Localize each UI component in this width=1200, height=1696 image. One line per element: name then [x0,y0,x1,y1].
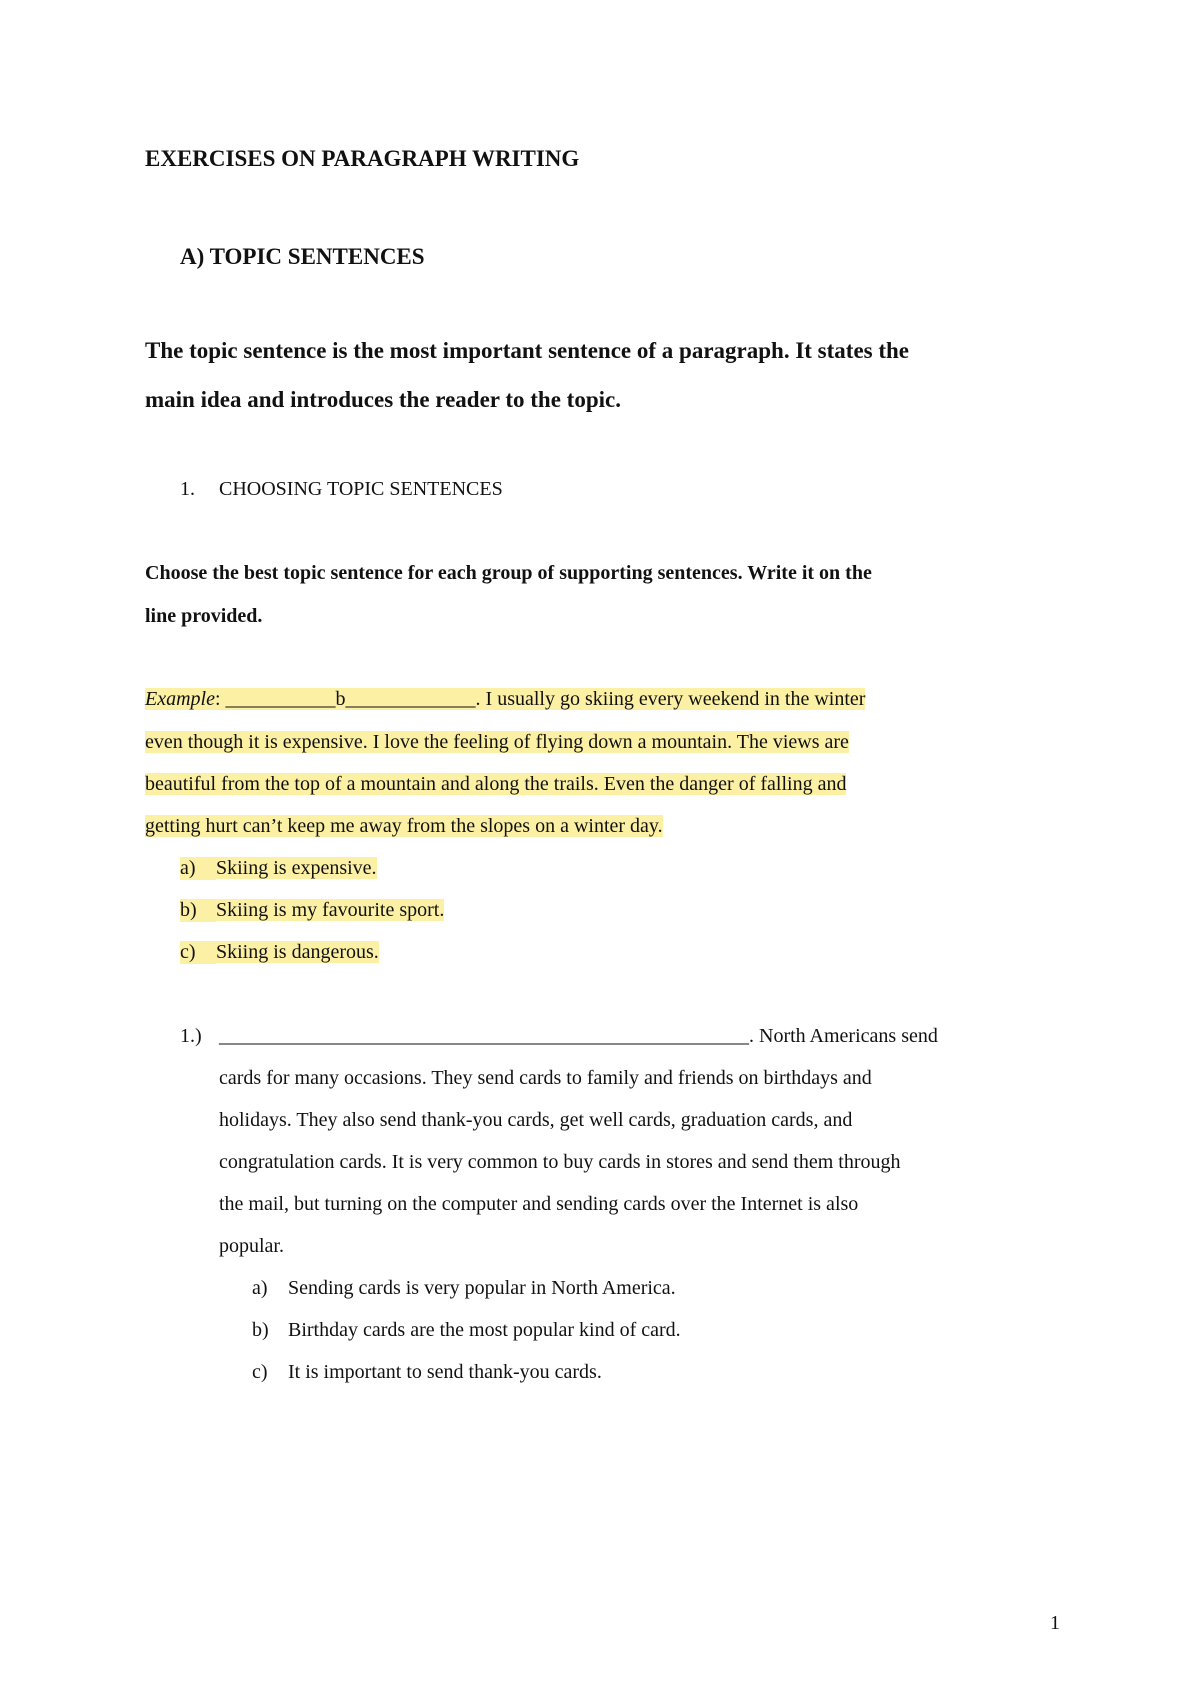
question-1-number: 1.) [180,1025,202,1047]
example-label: Example [145,688,215,710]
example-line-1-text: . I usually go skiing every weekend in the winter [475,688,866,710]
intro-line-1: The topic sentence is the most important sentence of a paragraph. It states the [145,338,910,363]
intro-line-2: main idea and introduces the reader to the topic. [145,387,621,412]
question-1-line-6: popular. [219,1235,284,1257]
example-option-b: b) Skiing is my favourite sport. [180,899,445,921]
subsection-number: 1. [180,478,195,500]
question-1-line-4: congratulation cards. It is very common to buy cards in stores and send them through [219,1151,901,1173]
section-heading: A) TOPIC SENTENCES [180,244,425,269]
document-title: EXERCISES ON PARAGRAPH WRITING [145,146,580,171]
example-line-2: even though it is expensive. I love the feeling of flying down a mountain. The views are [145,731,849,753]
instructions-line-2: line provided. [145,605,263,627]
question-1-line-3: holidays. They also send thank-you cards, get well cards, graduation cards, and [219,1109,853,1131]
example-option-c: c) Skiing is dangerous. [180,941,379,963]
question-1-option-a: a) Sending cards is very popular in North America. [252,1277,676,1299]
example-answer-blank: : ___________b_____________ [214,688,476,710]
example-line-1 [145,688,865,711]
example-option-a: a) Skiing is expensive. [180,857,377,879]
question-1-option-b: b) Birthday cards are the most popular kind of card. [252,1319,681,1341]
question-1-line-5: the mail, but turning on the computer and sending cards over the Internet is also [219,1193,859,1215]
example-line-4: getting hurt can’t keep me away from the slopes on a winter day. [145,815,663,837]
subsection-heading: CHOOSING TOPIC SENTENCES [219,478,503,500]
question-1-option-c: c) It is important to send thank-you cards. [252,1361,602,1383]
instructions-line-1: Choose the best topic sentence for each group of supporting sentences. Write it on the [145,562,872,584]
question-1-line-2: cards for many occasions. They send cards to family and friends on birthdays and [219,1067,872,1089]
example-line-3: beautiful from the top of a mountain and along the trails. Even the danger of falling and [145,773,847,795]
question-1-blank-line: _____________________________________________________. North Americans send [219,1025,938,1047]
page-number: 1 [1050,1612,1060,1634]
